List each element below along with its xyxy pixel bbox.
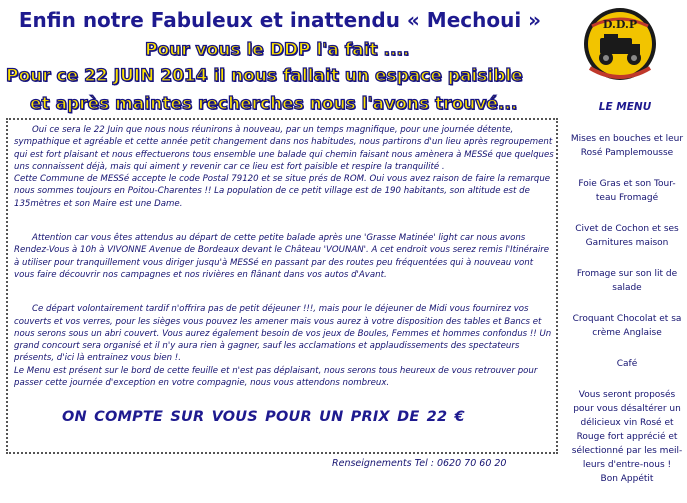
headline-found: et après maintes recherches nous l'avons trouvé...: [30, 94, 518, 114]
paragraph-intro: Oui ce sera le 22 Juin que nous nous réunirons à nouveau, par un temps magnifique, pour une journée détente, sympathique et agréable et cette année petit changement dans nos habitudes, nous partirons d'un lieu après regroupement qui est fort plaisant et nous effectuerons tous ensemble une balade qui chemin faisant nous amènera à MESSé que quelques uns connaissent déjà, mais qui aiment y revenir car ce lieu est fort paisible et respire la tranquilité . Cette Commune de MESSé accepte le code Postal 79120 et se situe prés de ROM. Oui vous avez raison de faire la remarque nous sommes toujours en Poitou-Charentes !! La population de ce petit village est de 190 habitants, son altitude est de 135mètres et son Maire est une Dame.: [14, 125, 554, 209]
menu-item: Vous seront proposés pour vous désaltérer un délicieux vin Rosé et Rouge fort apprécié et sélectionné par les meil- leurs d'entre-nous ! Bon Appétit: [571, 390, 683, 484]
menu-item: Café: [616, 359, 638, 369]
headline-date: Pour ce 22 JUIN 2014 il nous fallait un espace paisible: [6, 66, 523, 86]
headline-ddp: Pour vous le DDP l'a fait ....: [145, 40, 410, 60]
flyer-title: Enfin notre Fabuleux et inattendu « Mechoui »: [18, 8, 542, 32]
logo-text: D.D.P: [602, 18, 638, 31]
menu-title: LE MENU: [598, 101, 652, 113]
menu-item: Civet de Cochon et ses Garnitures maison: [575, 224, 679, 248]
paragraph-lunch: Ce départ volontairement tardif n'offrira pas de petit déjeuner !!!, mais pour le déjeuner de Midi vous fournirez vos couverts et vos verres, pour les sièges vous pouvez les amener mais vous aurez à votre disposition des tables et Bancs et nous serons sous un abri couvert. Vous aurez également besoin de vos jeux de Boules, Femmes et hommes confondus !! Un grand concourt sera organisé et il n'y aura rien à gagner, sauf les acclamations et applaudissements des spectateurs présents, d'ici là entrainez vous bien !. Le Menu est présent sur le bord de cette feuille et n'est pas déplaisant, nous serons tous heureux de vous retrouver pour passer cette journée d'exception en votre compagnie, nous vous attendons nombreux.: [14, 304, 552, 389]
price-line: ON COMPTE SUR VOUS POUR UN PRIX DE 22 €: [62, 409, 465, 425]
menu-item: Foie Gras et son Tour- teau Fromagé: [578, 179, 676, 203]
vintage-car-icon: [582, 4, 658, 86]
body-text: [14, 124, 554, 389]
menu-item: Mises en bouches et leur Rosé Pamplemousse: [570, 134, 684, 158]
paragraph-meeting: Attention car vous êtes attendus au départ de cette petite balade après une 'Grasse Matinée' light car nous avons Rendez-Vous à 10h à VIVONNE Avenue de Bordeaux devant le Château 'VOUNAN'. A cet endroit vous serez remis l'Itinéraire à utiliser pour tranquillement vous diriger jusqu'à MESSé en passant par des routes peu fréquentées qui à nouveau vont vous faire découvrir nos campagnes et nos rivières en flânant dans vos autos d'Avant.: [14, 233, 550, 280]
menu-list: [568, 132, 686, 503]
ddp-logo: [582, 4, 658, 86]
contact-info: Renseignements Tel : 0620 70 60 20: [332, 458, 507, 469]
menu-item: Croquant Chocolat et sa crème Anglaise: [572, 314, 682, 338]
menu-item: Fromage sur son lit de salade: [576, 269, 678, 293]
